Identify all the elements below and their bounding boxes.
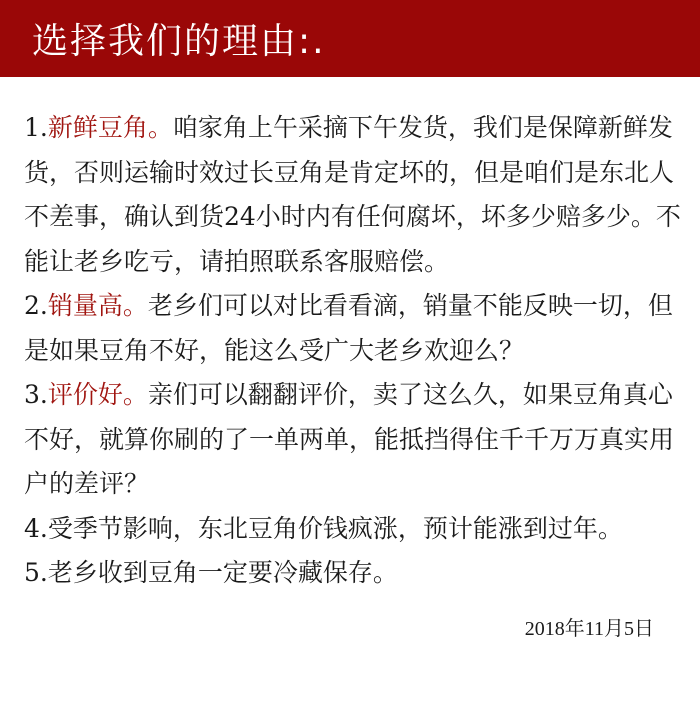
reason-number: 2. bbox=[24, 291, 48, 320]
reason-item-3 bbox=[24, 373, 684, 507]
reason-text: 老乡们可以对比看看滴，销量不能反映一切，但是如果豆角不好，能这么受广大老乡欢迎么？ bbox=[24, 291, 673, 365]
reason-highlight: 销量高。 bbox=[47, 291, 148, 320]
reason-item-4 bbox=[24, 507, 684, 552]
reason-text: 亲们可以翻翻评价，卖了这么久，如果豆角真心不好，就算你刷的了一单两单，能抵挡得住千千万万真实用户的差评？ bbox=[24, 380, 675, 498]
date-stamp: 2018年11月5日 bbox=[524, 618, 654, 640]
page-title: 选择我们的理由:. bbox=[32, 21, 326, 62]
reason-number: 5. bbox=[24, 558, 48, 587]
reason-highlight: 评价好。 bbox=[47, 380, 148, 409]
reason-number: 3. bbox=[24, 380, 48, 409]
header-banner bbox=[0, 0, 700, 77]
reason-item-1 bbox=[24, 106, 684, 284]
reason-text: 老乡收到豆角一定要冷藏保存。 bbox=[47, 558, 398, 587]
reasons-list bbox=[24, 106, 684, 596]
reason-text: 咱家角上午采摘下午发货，我们是保障新鲜发货，否则运输时效过长豆角是肯定坏的，但是咱们是东北人不差事，确认到货24小时内有任何腐坏，坏多少赔多少。不能让老乡吃亏，请拍照联系客服赔偿。 bbox=[24, 113, 681, 276]
reason-highlight: 新鲜豆角。 bbox=[47, 113, 173, 142]
reason-text: 受季节影响，东北豆角价钱疯涨，预计能涨到过年。 bbox=[47, 513, 623, 543]
reason-number: 1. bbox=[24, 113, 48, 142]
reason-item-2 bbox=[24, 284, 684, 373]
reason-item-5 bbox=[24, 551, 684, 596]
reason-number: 4. bbox=[24, 513, 48, 543]
